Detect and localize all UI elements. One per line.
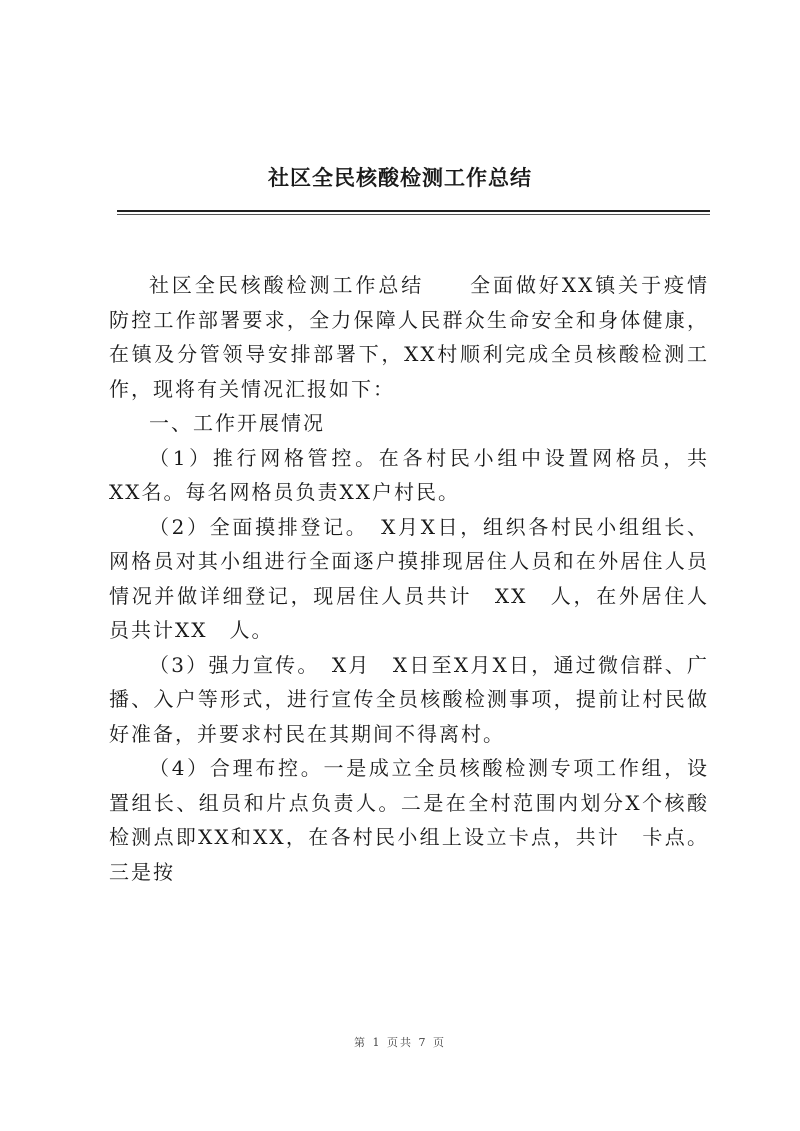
title-divider <box>117 210 710 212</box>
paragraph-item-2: （2）全面摸排登记。 X月X日，组织各村民小组组长、网格员对其小组进行全面逐户摸排现居住人员和在外居住人员情况并做详细登记，现居住人员共计 XX 人，在外居住人员共计XX 人。 <box>109 514 709 642</box>
paragraph-item-4: （4）合理布控。一是成立全员核酸检测专项工作组，设置组长、组员和片点负责人。二是在全村范围内划分X个核酸检测点即XX和XX，在各村民小组上设立卡点，共计 卡点。三是按 <box>109 756 709 884</box>
document-body <box>109 268 731 889</box>
paragraph-item-1: （1）推行网格管控。在各村民小组中设置网格员，共 XX名。每名网格员负责XX户村民。 <box>109 445 731 504</box>
paragraph-item-3: （3）强力宣传。 X月 X日至X月X日，通过微信群、广播、入户等形式，进行宣传全员核酸检测事项，提前让村民做好准备，并要求村民在其期间不得离村。 <box>109 652 709 746</box>
page-number: 第 1 页共 7 页 <box>354 1036 446 1049</box>
section-heading: 一、工作开展情况 <box>149 411 325 435</box>
document-title: 社区全民核酸检测工作总结 <box>268 166 532 190</box>
title-divider-thin <box>117 214 710 215</box>
paragraph-intro: 社区全民核酸检测工作总结 全面做好XX镇关于疫情防控工作部署要求，全力保障人民群众生命安全和身体健康，在镇及分管领导安排部署下，XX村顺利完成全员核酸检测工作，现将有关情况汇报如下： <box>109 273 709 401</box>
